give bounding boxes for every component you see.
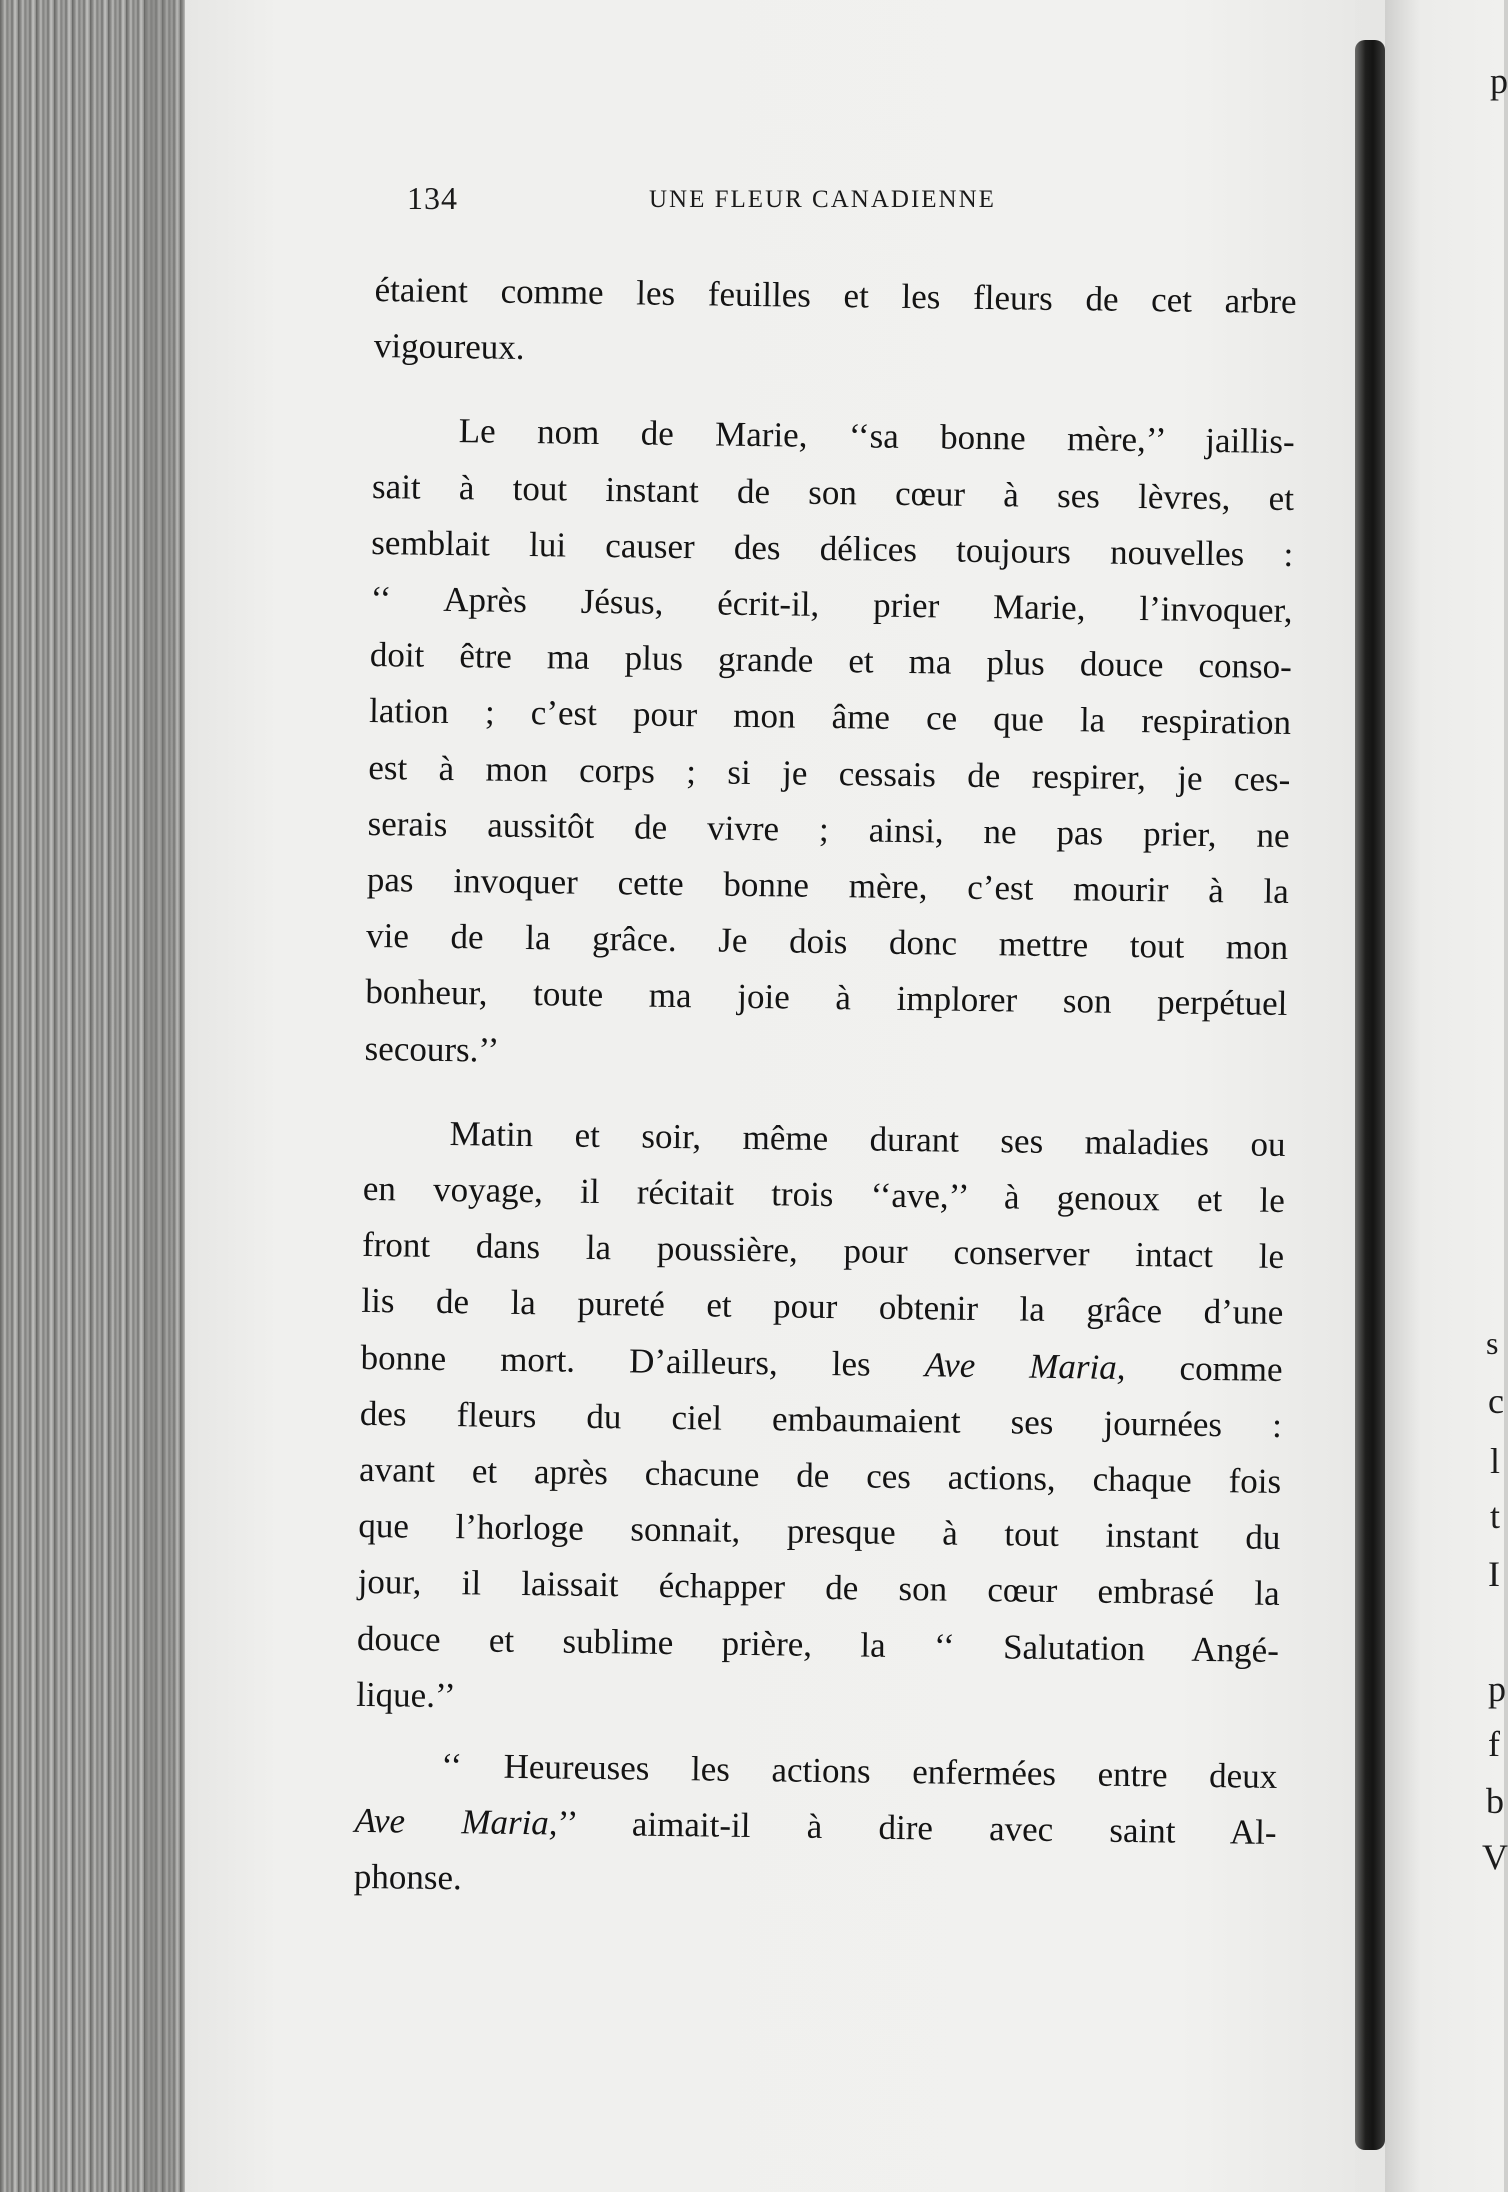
text-line: vie de la grâce. Je dois donc mettre tout mon xyxy=(365,916,1289,968)
next-page-fragment: l xyxy=(1490,1441,1501,1481)
text-line: étaient comme les feuilles et les fleurs de cet arbre xyxy=(374,269,1297,322)
book-gutter xyxy=(1355,40,1385,2150)
next-page-fragment: I xyxy=(1488,1554,1500,1594)
italic-run: Ave Maria, xyxy=(924,1344,1126,1387)
next-page-fragment: b xyxy=(1486,1781,1504,1821)
paragraph xyxy=(364,402,1295,1088)
text-line: lation ; c’est pour mon âme ce que la respiration xyxy=(368,691,1292,743)
next-page-fragment: f xyxy=(1488,1724,1500,1764)
text-run: bonne mort. D’ailleurs, les xyxy=(360,1337,925,1384)
body-text xyxy=(353,262,1296,1918)
text-line: douce et sublime prière, la ‘‘ Salutation Angé- xyxy=(356,1618,1280,1670)
text-line: semblait lui causer des délices toujours nouvelles : xyxy=(371,522,1294,574)
text-line: jour, il laissait échapper de son cœur embrasé la xyxy=(357,1562,1280,1614)
text-line: ‘‘ Heureuses les actions enfermées entre deux xyxy=(441,1746,1278,1797)
paragraph xyxy=(356,1105,1286,1735)
running-title: UNE FLEUR CANADIENNE xyxy=(649,186,996,213)
text-line: serais aussitôt de vivre ; ainsi, ne pas prier, ne xyxy=(367,803,1290,855)
next-page-fragment: p xyxy=(1490,61,1508,101)
text-run: comme xyxy=(1125,1347,1283,1389)
text-line: bonheur, toute ma joie à implorer son perpétuel xyxy=(365,972,1288,1024)
text-line: Le nom de Marie, ‘‘sa bonne mère,’’ jaillis- xyxy=(458,411,1295,462)
text-line: ‘‘ Après Jésus, écrit-il, prier Marie, l’invoquer, xyxy=(370,578,1293,631)
text-line: est à mon corps ; si je cessais de respirer, je ces- xyxy=(368,747,1291,799)
paragraph xyxy=(374,262,1297,386)
next-page-fragment: V xyxy=(1482,1837,1508,1877)
italic-run: Ave Maria, xyxy=(354,1801,558,1843)
text-line: sait à tout instant de son cœur à ses lèvres, et xyxy=(371,466,1295,518)
next-page-fragment: c xyxy=(1488,1381,1504,1421)
text-line: en voyage, il récitait trois ‘‘ave,’’ à genoux et le xyxy=(362,1168,1286,1221)
text-line: des fleurs du ciel embaumaient ses journées : xyxy=(359,1393,1283,1445)
text-line: doit être ma plus grande et ma plus douce conso- xyxy=(369,635,1293,687)
text-line: secours.’’ xyxy=(364,1028,500,1070)
book-page-edges xyxy=(0,0,185,2192)
text-line: lique.’’ xyxy=(355,1674,456,1716)
text-line: vigoureux. xyxy=(373,326,525,368)
next-page-fragment: t xyxy=(1490,1496,1501,1536)
next-page-fragment: s xyxy=(1486,1325,1499,1361)
text-line: front dans la poussière, pour conserver intact le xyxy=(361,1225,1285,1277)
text-line: phonse. xyxy=(353,1857,463,1898)
page-number: 134 xyxy=(407,180,458,216)
text-line: pas invoquer cette bonne mère, c’est mourir à la xyxy=(366,859,1290,912)
text-line: que l’horloge sonnait, presque à tout instant du xyxy=(358,1506,1281,1558)
running-head xyxy=(407,180,1277,230)
next-page-fragment: p xyxy=(1488,1669,1506,1709)
paragraph xyxy=(353,1737,1277,1918)
text-line: lis de la pureté et pour obtenir la grâce d’une xyxy=(361,1281,1284,1333)
text-run: ’’ aimait-il à dire avec saint Al- xyxy=(557,1803,1277,1853)
text-line: avant et après chacune de ces actions, chaque fois xyxy=(358,1449,1282,1502)
text-line: Matin et soir, même durant ses maladies ou xyxy=(449,1113,1286,1164)
